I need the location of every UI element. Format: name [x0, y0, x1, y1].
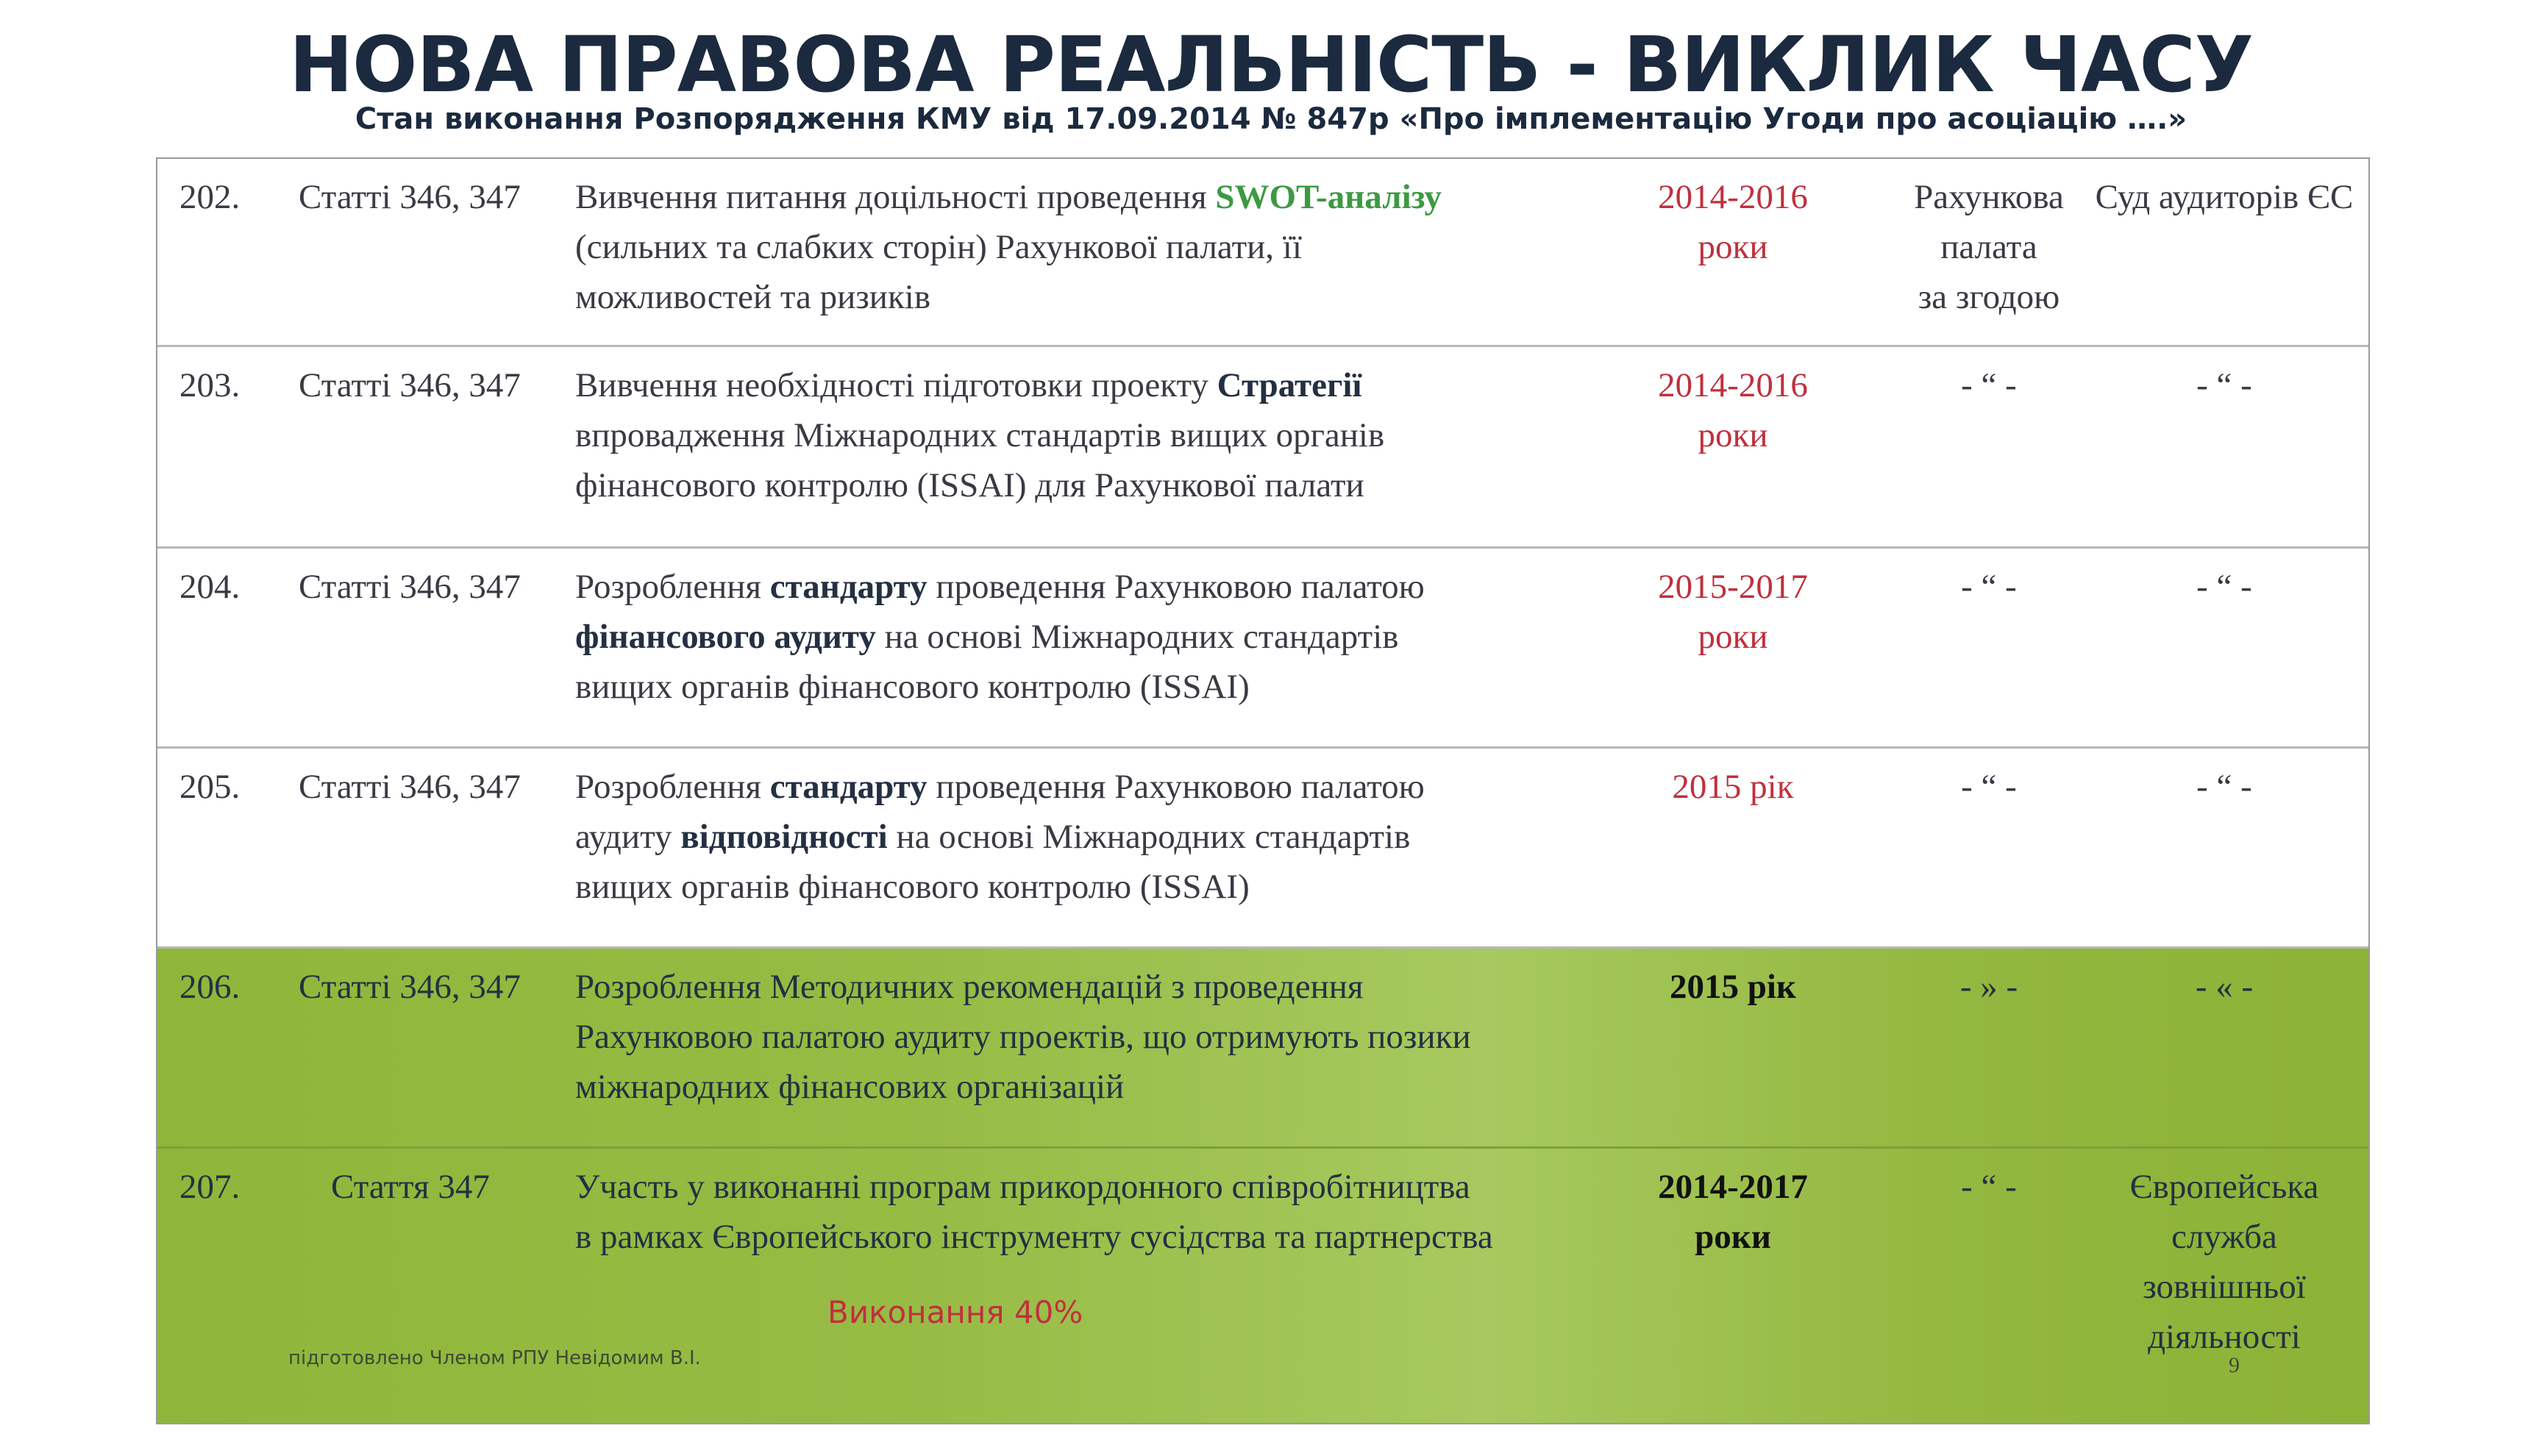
desc-text: на основі Міжнародних стандартів	[887, 818, 1411, 856]
row-executor	[1886, 962, 2092, 1012]
row-articles: Статті 346, 347	[299, 178, 521, 216]
term-line: 2015-2017	[1658, 568, 1808, 606]
desc-text: проведення Рахунковою палатою	[927, 768, 1425, 806]
row-executor	[1886, 172, 2092, 322]
row-articles: Статті 346, 347	[299, 366, 521, 404]
row-executor	[1886, 762, 2092, 812]
row-partner	[2070, 962, 2379, 1012]
completion-status: Виконання 40%	[827, 1294, 1083, 1330]
partner-line: - « -	[2195, 968, 2254, 1006]
table-row	[157, 159, 2368, 347]
row-description	[575, 360, 1384, 510]
desc-text: впровадження Міжнародних стандартів вищих органів	[575, 416, 1385, 454]
row-term	[1608, 762, 1858, 812]
row-description	[575, 762, 1425, 912]
page-subtitle: Стан виконання Розпорядження КМУ від 17.09.2014 № 847р «Про імплементацію Угоди про асоціацію ….»	[355, 102, 2187, 136]
page-title: НОВА ПРАВОВА РЕАЛЬНІСТЬ - ВИКЛИК ЧАСУ	[288, 20, 2254, 110]
desc-text: Розроблення Методичних рекомендацій з проведення	[575, 968, 1364, 1006]
executor-line: - “ -	[1961, 568, 2017, 606]
table-row	[157, 549, 2368, 749]
desc-text: вищих органів фінансового контролю (ISSAI)	[575, 868, 1250, 906]
term-line: 2014-2016	[1658, 366, 1808, 404]
partner-line: діяльності	[2148, 1318, 2301, 1356]
desc-text: аудиту	[575, 818, 681, 856]
executor-line: за згодою	[1918, 278, 2060, 316]
row-partner	[2070, 1162, 2379, 1362]
executor-line: - » -	[1959, 968, 2018, 1006]
table-row-highlighted	[157, 949, 2368, 1149]
row-description	[575, 1162, 1493, 1262]
desc-text: в рамках Європейського інструменту сусідства та партнерства	[575, 1218, 1493, 1256]
measures-table	[156, 157, 2370, 1424]
term-line: роки	[1698, 618, 1768, 656]
row-partner	[2070, 172, 2379, 222]
row-executor	[1886, 562, 2092, 612]
executor-line: - “ -	[1961, 768, 2017, 806]
row-partner	[2070, 360, 2379, 410]
desc-text: фінансового контролю (ISSAI) для Рахункової палати	[575, 466, 1364, 504]
desc-text: вищих органів фінансового контролю (ISSAI)	[575, 668, 1250, 706]
partner-line: - “ -	[2196, 366, 2252, 404]
row-number: 205.	[179, 768, 241, 806]
desc-text: проведення Рахунковою палатою	[927, 568, 1425, 606]
row-number: 203.	[179, 366, 241, 404]
term-line: роки	[1695, 1218, 1771, 1256]
row-articles: Стаття 347	[331, 1168, 490, 1206]
row-term	[1608, 360, 1858, 460]
desc-highlight: стандарту	[769, 568, 928, 606]
row-number: 202.	[179, 178, 241, 216]
row-description	[575, 962, 1471, 1112]
row-description	[575, 562, 1425, 712]
executor-line: - “ -	[1961, 366, 2017, 404]
row-executor	[1886, 360, 2092, 410]
desc-highlight: Стратегії	[1217, 366, 1362, 404]
term-line: роки	[1698, 228, 1768, 266]
term-line: 2014-2017	[1658, 1168, 1808, 1206]
row-description	[575, 172, 1442, 322]
desc-text: на основі Міжнародних стандартів	[875, 618, 1399, 656]
desc-text: міжнародних фінансових організацій	[575, 1068, 1125, 1106]
row-number: 207.	[179, 1168, 241, 1206]
partner-line: - “ -	[2196, 768, 2252, 806]
executor-line: палата	[1940, 228, 2037, 266]
desc-text: (сильних та слабких сторін) Рахункової палати, її	[575, 228, 1302, 266]
executor-line: - “ -	[1961, 1168, 2017, 1206]
row-term	[1608, 172, 1858, 272]
partner-line: - “ -	[2196, 568, 2252, 606]
desc-text: Розроблення	[575, 768, 770, 806]
term-line: 2014-2016	[1658, 178, 1808, 216]
partner-line: Суд аудиторів ЄС	[2095, 178, 2354, 216]
partner-line: зовнішньої	[2143, 1268, 2306, 1306]
executor-line: Рахункова	[1914, 178, 2064, 216]
row-articles: Статті 346, 347	[299, 768, 521, 806]
term-line: 2015 рік	[1672, 768, 1794, 806]
term-line: роки	[1698, 416, 1768, 454]
row-term	[1608, 1162, 1858, 1262]
table-row	[157, 749, 2368, 949]
desc-text: Розроблення	[575, 568, 770, 606]
partner-line: служба	[2171, 1218, 2277, 1256]
prepared-by-note: підготовлено Членом РПУ Невідомим В.І.	[288, 1347, 701, 1369]
row-term	[1608, 562, 1858, 662]
term-line: 2015 рік	[1669, 968, 1797, 1006]
desc-highlight: відповідності	[680, 818, 888, 856]
desc-highlight: SWOT-аналізу	[1215, 178, 1442, 216]
row-partner	[2070, 562, 2379, 612]
row-term	[1608, 962, 1858, 1012]
desc-text: Участь у виконанні програм прикордонного співробітництва	[575, 1168, 1470, 1206]
table-row	[157, 347, 2368, 549]
desc-text: Вивчення необхідності підготовки проекту	[575, 366, 1217, 404]
row-number: 206.	[179, 968, 241, 1006]
desc-text: можливостей та ризиків	[575, 278, 931, 316]
partner-line: Європейська	[2129, 1168, 2319, 1206]
row-articles: Статті 346, 347	[299, 968, 521, 1006]
table-row-highlighted	[157, 1149, 2368, 1423]
desc-highlight: фінансового аудиту	[575, 618, 876, 656]
desc-highlight: стандарту	[769, 768, 928, 806]
row-executor	[1886, 1162, 2092, 1212]
desc-text: Вивчення питання доцільності проведення	[575, 178, 1216, 216]
desc-text: Рахунковою палатою аудиту проектів, що отримують позики	[575, 1018, 1471, 1056]
row-articles: Статті 346, 347	[299, 568, 521, 606]
row-partner	[2070, 762, 2379, 812]
row-number: 204.	[179, 568, 241, 606]
page-number: 9	[2229, 1353, 2240, 1377]
